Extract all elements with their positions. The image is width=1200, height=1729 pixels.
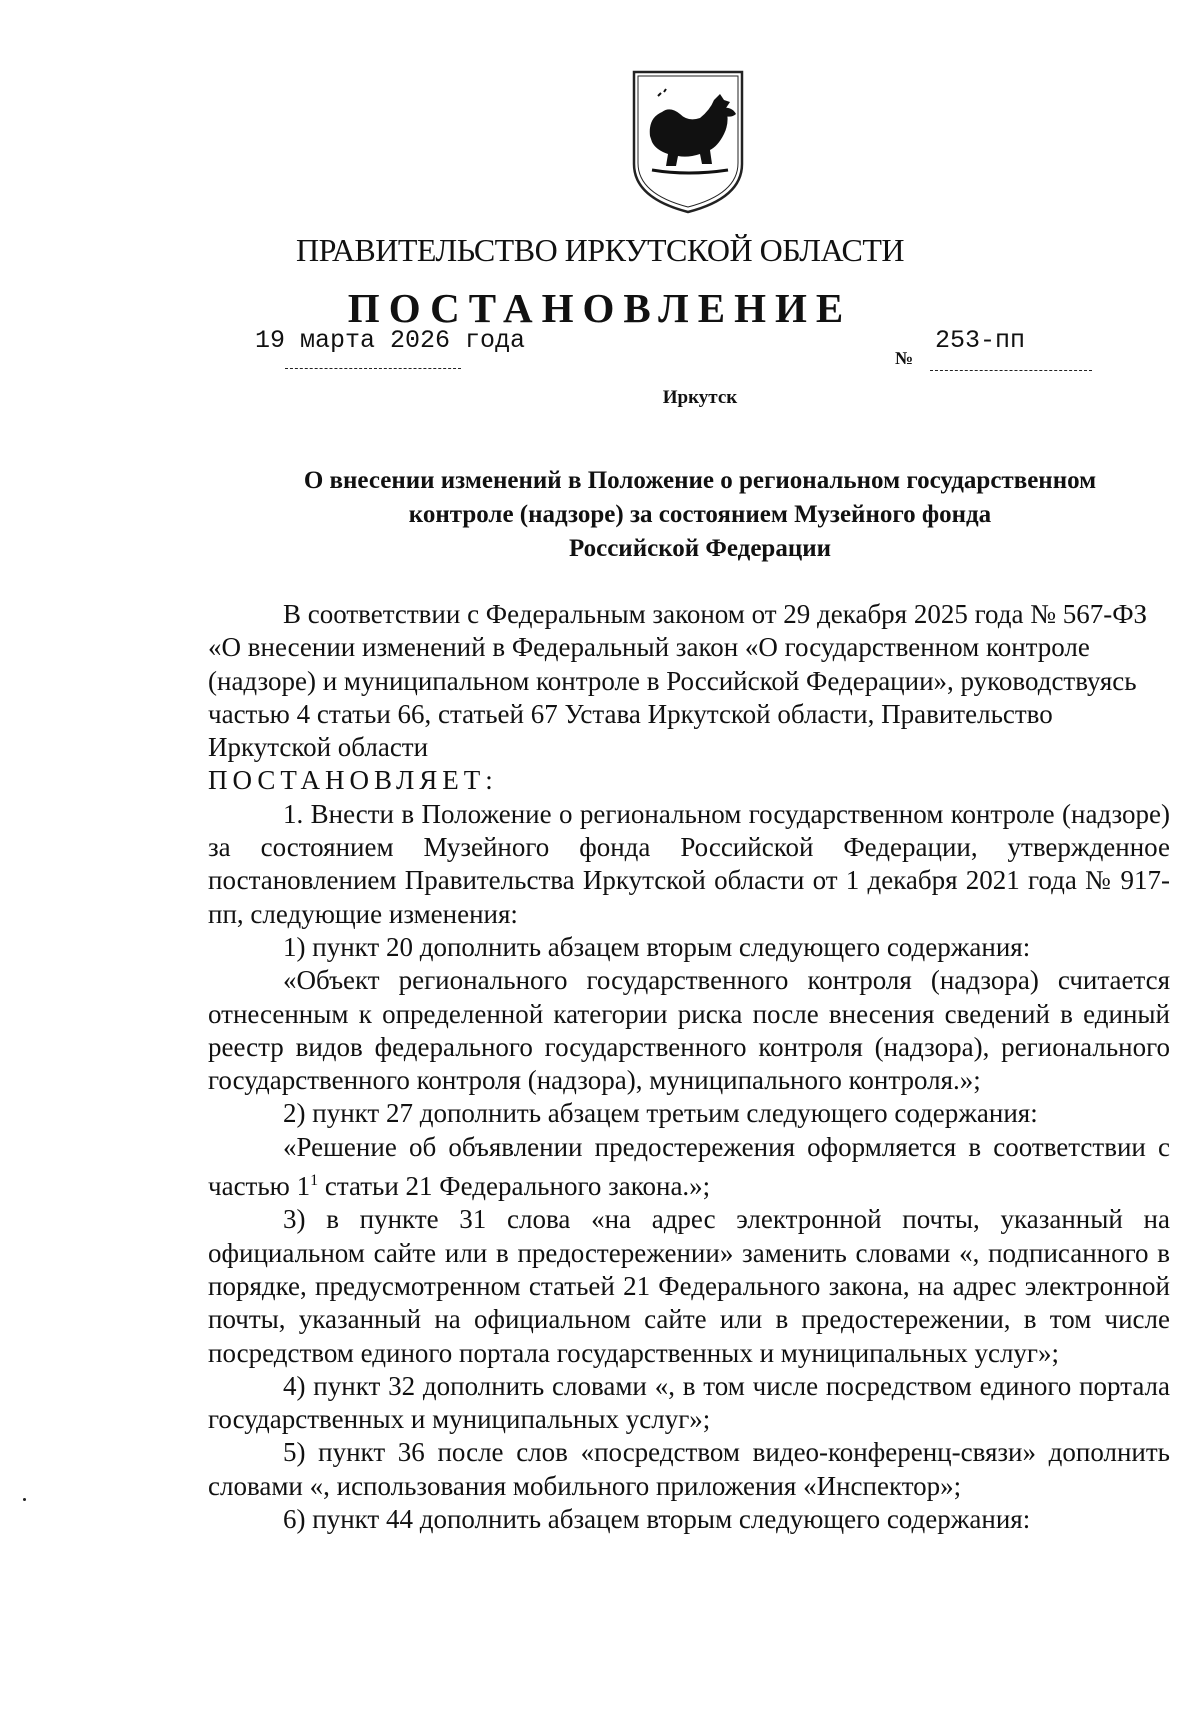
document-type: ПОСТАНОВЛЕНИЕ bbox=[347, 285, 853, 331]
document-date: 19 марта 2026 года bbox=[255, 326, 526, 355]
quote-text: «Решение об объявлении предостережения оформляется в соответствии с частью 1 bbox=[208, 1131, 1170, 1202]
subitem-2-paragraph: 2) пункт 27 дополнить абзацем третьим следующего содержания: bbox=[283, 1098, 1038, 1129]
subitem-4-paragraph: 4) пункт 32 дополнить словами «, в том числе посредством единого портала государственных и муниципальных услуг»; bbox=[208, 1370, 1170, 1435]
subitem-1-paragraph: 1) пункт 20 дополнить абзацем вторым следующего содержания: bbox=[283, 931, 1031, 962]
subitem-6-paragraph: 6) пункт 44 дополнить абзацем вторым следующего содержания: bbox=[283, 1504, 1031, 1535]
subitem-3-paragraph: 3) в пункте 31 слова «на адрес электронной почты, указанный на официальном сайте или в предостережении» заменить словами «, подписанного в порядке, предусмотренном статьей 21 Федерального закона, на адрес электронной почты, указанный на официальном сайте или в предостережении, в том числе посредством единого портала государственных и муниципальных услуг»; bbox=[208, 1204, 1170, 1368]
number-sign: № bbox=[895, 348, 914, 368]
irkutsk-coat-of-arms-icon bbox=[628, 66, 748, 216]
margin-mark bbox=[23, 1498, 26, 1501]
item-1-paragraph: 1. Внести в Положение о региональном государственном контроле (надзоре) за состоянием Музейного фонда Российской Федерации, утвержденное постановлением Правительства Иркутской области от 1 декабря 2021 года № 917-пп, следующие изменения: bbox=[208, 798, 1170, 929]
title-line: Российской Федерации bbox=[568, 535, 832, 562]
quote-text-end: статьи 21 Федерального закона.»; bbox=[318, 1171, 711, 1202]
date-underline bbox=[285, 368, 461, 369]
superscript: 1 bbox=[310, 1172, 319, 1190]
number-underline bbox=[930, 370, 1092, 371]
resolves-heading: ПОСТАНОВЛЯЕТ: bbox=[208, 765, 498, 796]
preamble-paragraph: В соответствии с Федеральным законом от 29 декабря 2025 года № 567-ФЗ «О внесении изменений в Федеральный закон «О государственном контроле (надзоре) и муниципальном контроле в Российской Федерации», руководствуясь частью 4 статьи 66, статьей 67 Устава Иркутской области, Правительство Иркутской области bbox=[208, 599, 1148, 763]
title-line: контроле (надзоре) за состоянием Музейного фонда bbox=[408, 501, 992, 528]
document-number: 253-пп bbox=[935, 326, 1026, 355]
government-name: ПРАВИТЕЛЬСТВО ИРКУТСКОЙ ОБЛАСТИ bbox=[296, 232, 904, 268]
document-body bbox=[208, 598, 1170, 1536]
subitem-5-paragraph: 5) пункт 36 после слов «посредством видео-конференц-связи» дополнить словами «, использования мобильного приложения «Инспектор»; bbox=[208, 1437, 1170, 1501]
document-title bbox=[200, 464, 1200, 566]
title-line: О внесении изменений в Положение о региональном государственном bbox=[303, 467, 1097, 494]
subitem-1-quote: «Объект регионального государственного контроля (надзора) считается отнесенным к определенной категории риска после внесения сведений в единый реестр видов федерального государственного контроля (надзора), регионального государственного контроля (надзора), муниципального контроля.»; bbox=[208, 965, 1170, 1096]
subitem-2-quote bbox=[208, 1131, 1170, 1204]
city-name: Иркутск bbox=[662, 387, 738, 408]
